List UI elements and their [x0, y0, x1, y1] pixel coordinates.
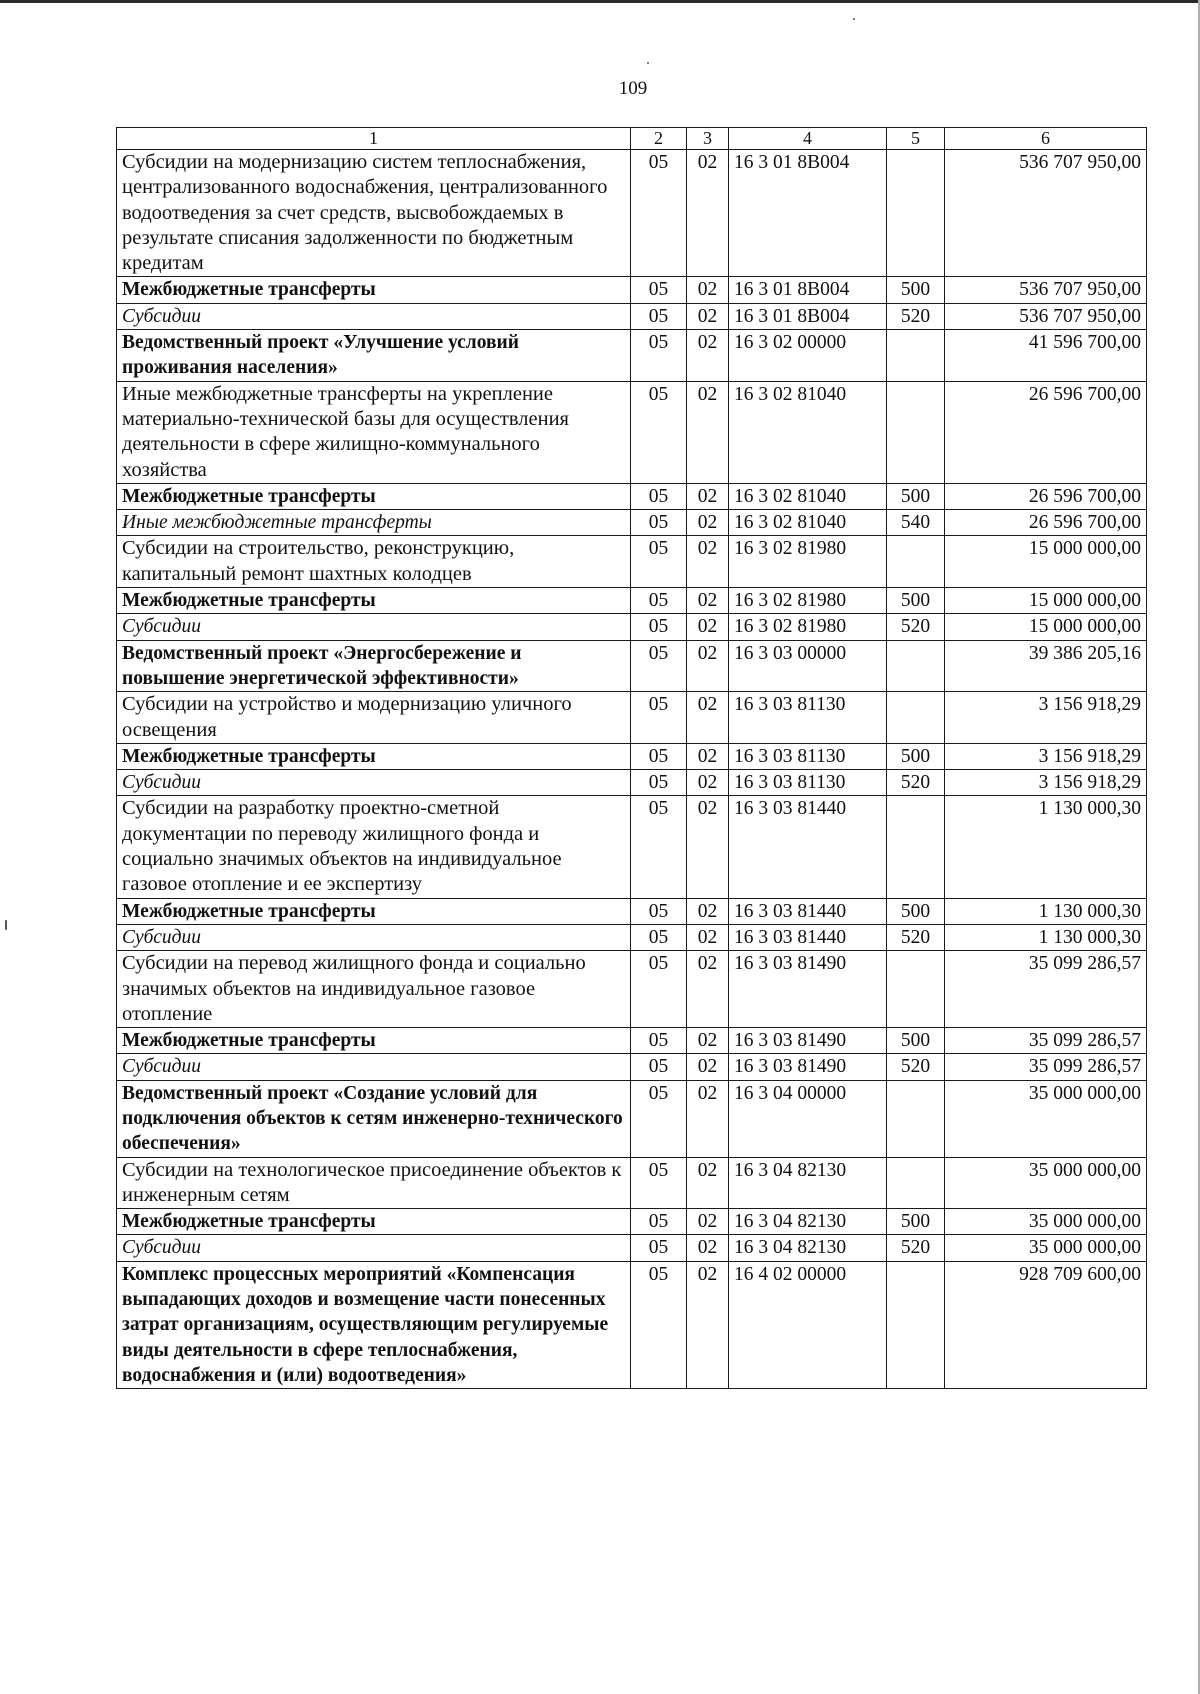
page-number: 109	[618, 78, 648, 99]
row-target-article-cell: 16 3 04 00000	[729, 1080, 887, 1157]
row-target-article-cell: 16 3 02 81040	[729, 510, 887, 536]
row-target-article-cell: 16 3 01 8B004	[729, 277, 887, 303]
row-target-article-cell: 16 3 03 81440	[729, 898, 887, 924]
table-row	[117, 1261, 1147, 1388]
row-name-cell: Ведомственный проект «Энергосбережение и повышение энергетической эффективности»	[117, 640, 631, 692]
row-expense-type-cell	[887, 640, 945, 692]
row-target-article-cell: 16 3 03 81130	[729, 743, 887, 769]
table-header-row	[117, 128, 1147, 150]
row-section-cell: 05	[631, 1080, 687, 1157]
scan-speck	[647, 62, 649, 64]
row-expense-type-cell: 520	[887, 1235, 945, 1261]
column-header: 2	[631, 128, 687, 150]
row-name-cell: Межбюджетные трансферты	[117, 1028, 631, 1054]
row-target-article-cell: 16 3 01 8B004	[729, 303, 887, 329]
row-amount-cell: 3 156 918,29	[945, 743, 1147, 769]
row-expense-type-cell	[887, 951, 945, 1028]
table-row	[117, 743, 1147, 769]
table-row	[117, 150, 1147, 277]
row-subsection-cell: 02	[687, 330, 729, 382]
row-name-cell: Межбюджетные трансферты	[117, 743, 631, 769]
row-target-article-cell: 16 3 03 81440	[729, 924, 887, 950]
row-subsection-cell: 02	[687, 1028, 729, 1054]
table-row	[117, 692, 1147, 744]
row-section-cell: 05	[631, 1209, 687, 1235]
row-amount-cell: 35 099 286,57	[945, 951, 1147, 1028]
row-section-cell: 05	[631, 743, 687, 769]
row-section-cell: 05	[631, 510, 687, 536]
row-section-cell: 05	[631, 1054, 687, 1080]
row-expense-type-cell: 500	[887, 1028, 945, 1054]
row-name-cell: Иные межбюджетные трансферты	[117, 510, 631, 536]
table-row	[117, 1054, 1147, 1080]
table-row	[117, 510, 1147, 536]
row-name-cell: Комплекс процессных мероприятий «Компенсация выпадающих доходов и возмещение части понесенных затрат организациям, осуществляющим регулируемые виды деятельности в сфере теплоснабжения, водоснабжения и (или) водоотведения»	[117, 1261, 631, 1388]
row-target-article-cell: 16 3 03 81490	[729, 1028, 887, 1054]
row-target-article-cell: 16 3 02 00000	[729, 330, 887, 382]
table-row	[117, 796, 1147, 898]
row-subsection-cell: 02	[687, 277, 729, 303]
scan-edge-top	[0, 0, 1200, 3]
row-subsection-cell: 02	[687, 743, 729, 769]
row-name-cell: Межбюджетные трансферты	[117, 277, 631, 303]
row-subsection-cell: 02	[687, 924, 729, 950]
row-amount-cell: 39 386 205,16	[945, 640, 1147, 692]
row-section-cell: 05	[631, 150, 687, 277]
row-name-cell: Субсидии на модернизацию систем теплоснабжения, централизованного водоснабжения, централизованного водоотведения за счет средств, высвобождаемых в результате списания задолженности по бюджетным кредитам	[117, 150, 631, 277]
row-section-cell: 05	[631, 303, 687, 329]
table-row	[117, 770, 1147, 796]
row-subsection-cell: 02	[687, 640, 729, 692]
row-subsection-cell: 02	[687, 588, 729, 614]
row-name-cell: Субсидии	[117, 770, 631, 796]
row-section-cell: 05	[631, 640, 687, 692]
table-row	[117, 381, 1147, 483]
row-amount-cell: 35 099 286,57	[945, 1028, 1147, 1054]
table-row	[117, 614, 1147, 640]
row-target-article-cell: 16 3 04 82130	[729, 1209, 887, 1235]
row-target-article-cell: 16 3 03 00000	[729, 640, 887, 692]
row-amount-cell: 1 130 000,30	[945, 924, 1147, 950]
row-amount-cell: 35 000 000,00	[945, 1209, 1147, 1235]
row-target-article-cell: 16 3 02 81980	[729, 614, 887, 640]
row-amount-cell: 41 596 700,00	[945, 330, 1147, 382]
row-amount-cell: 928 709 600,00	[945, 1261, 1147, 1388]
row-section-cell: 05	[631, 1261, 687, 1388]
row-amount-cell: 26 596 700,00	[945, 483, 1147, 509]
row-target-article-cell: 16 4 02 00000	[729, 1261, 887, 1388]
row-target-article-cell: 16 3 03 81490	[729, 1054, 887, 1080]
row-section-cell: 05	[631, 951, 687, 1028]
row-name-cell: Субсидии на строительство, реконструкцию, капитальный ремонт шахтных колодцев	[117, 536, 631, 588]
row-section-cell: 05	[631, 1028, 687, 1054]
scan-speck	[853, 18, 855, 20]
row-expense-type-cell	[887, 1080, 945, 1157]
row-target-article-cell: 16 3 03 81130	[729, 692, 887, 744]
row-expense-type-cell: 500	[887, 483, 945, 509]
row-amount-cell: 536 707 950,00	[945, 150, 1147, 277]
table-row	[117, 1028, 1147, 1054]
row-subsection-cell: 02	[687, 150, 729, 277]
row-amount-cell: 3 156 918,29	[945, 770, 1147, 796]
row-section-cell: 05	[631, 1235, 687, 1261]
row-section-cell: 05	[631, 796, 687, 898]
table-row	[117, 640, 1147, 692]
column-header: 4	[729, 128, 887, 150]
table-row	[117, 898, 1147, 924]
row-name-cell: Субсидии	[117, 1235, 631, 1261]
table-row	[117, 1235, 1147, 1261]
row-subsection-cell: 02	[687, 1235, 729, 1261]
row-amount-cell: 1 130 000,30	[945, 796, 1147, 898]
row-amount-cell: 35 000 000,00	[945, 1235, 1147, 1261]
row-target-article-cell: 16 3 01 8B004	[729, 150, 887, 277]
table-row	[117, 951, 1147, 1028]
row-expense-type-cell	[887, 381, 945, 483]
table-row	[117, 1157, 1147, 1209]
row-amount-cell: 3 156 918,29	[945, 692, 1147, 744]
row-name-cell: Ведомственный проект «Создание условий для подключения объектов к сетям инженерно-технического обеспечения»	[117, 1080, 631, 1157]
table-row	[117, 1080, 1147, 1157]
column-header: 3	[687, 128, 729, 150]
row-name-cell: Субсидии	[117, 303, 631, 329]
row-subsection-cell: 02	[687, 898, 729, 924]
row-name-cell: Субсидии на перевод жилищного фонда и социально значимых объектов на индивидуальное газовое отопление	[117, 951, 631, 1028]
row-expense-type-cell: 520	[887, 303, 945, 329]
row-amount-cell: 536 707 950,00	[945, 303, 1147, 329]
row-target-article-cell: 16 3 02 81980	[729, 588, 887, 614]
row-expense-type-cell	[887, 536, 945, 588]
table-row	[117, 924, 1147, 950]
row-name-cell: Субсидии	[117, 614, 631, 640]
row-section-cell: 05	[631, 381, 687, 483]
row-subsection-cell: 02	[687, 692, 729, 744]
row-section-cell: 05	[631, 483, 687, 509]
row-name-cell: Межбюджетные трансферты	[117, 1209, 631, 1235]
table-row	[117, 277, 1147, 303]
row-name-cell: Межбюджетные трансферты	[117, 483, 631, 509]
row-name-cell: Субсидии на технологическое присоединение объектов к инженерным сетям	[117, 1157, 631, 1209]
row-subsection-cell: 02	[687, 483, 729, 509]
table-row	[117, 303, 1147, 329]
table-body	[117, 150, 1147, 1389]
row-amount-cell: 35 000 000,00	[945, 1157, 1147, 1209]
row-section-cell: 05	[631, 536, 687, 588]
column-header: 1	[117, 128, 631, 150]
row-section-cell: 05	[631, 1157, 687, 1209]
row-target-article-cell: 16 3 04 82130	[729, 1157, 887, 1209]
row-subsection-cell: 02	[687, 1209, 729, 1235]
row-amount-cell: 26 596 700,00	[945, 381, 1147, 483]
row-section-cell: 05	[631, 924, 687, 950]
row-subsection-cell: 02	[687, 381, 729, 483]
row-target-article-cell: 16 3 03 81490	[729, 951, 887, 1028]
row-expense-type-cell	[887, 330, 945, 382]
row-section-cell: 05	[631, 330, 687, 382]
row-expense-type-cell	[887, 692, 945, 744]
row-expense-type-cell: 520	[887, 1054, 945, 1080]
scan-speck	[5, 920, 7, 930]
row-expense-type-cell: 520	[887, 924, 945, 950]
row-expense-type-cell: 500	[887, 588, 945, 614]
row-section-cell: 05	[631, 614, 687, 640]
row-amount-cell: 15 000 000,00	[945, 536, 1147, 588]
row-section-cell: 05	[631, 277, 687, 303]
row-target-article-cell: 16 3 03 81130	[729, 770, 887, 796]
row-amount-cell: 35 099 286,57	[945, 1054, 1147, 1080]
row-target-article-cell: 16 3 04 82130	[729, 1235, 887, 1261]
table-row	[117, 588, 1147, 614]
row-subsection-cell: 02	[687, 1080, 729, 1157]
row-subsection-cell: 02	[687, 1054, 729, 1080]
table-row	[117, 483, 1147, 509]
row-expense-type-cell: 520	[887, 770, 945, 796]
row-target-article-cell: 16 3 02 81040	[729, 483, 887, 509]
row-section-cell: 05	[631, 898, 687, 924]
row-subsection-cell: 02	[687, 796, 729, 898]
row-expense-type-cell: 500	[887, 898, 945, 924]
row-name-cell: Межбюджетные трансферты	[117, 588, 631, 614]
row-section-cell: 05	[631, 588, 687, 614]
row-expense-type-cell	[887, 796, 945, 898]
row-subsection-cell: 02	[687, 770, 729, 796]
row-expense-type-cell: 500	[887, 743, 945, 769]
row-subsection-cell: 02	[687, 510, 729, 536]
row-name-cell: Субсидии	[117, 1054, 631, 1080]
table-row	[117, 330, 1147, 382]
row-name-cell: Межбюджетные трансферты	[117, 898, 631, 924]
row-expense-type-cell	[887, 1157, 945, 1209]
row-section-cell: 05	[631, 692, 687, 744]
row-expense-type-cell: 500	[887, 277, 945, 303]
row-expense-type-cell	[887, 1261, 945, 1388]
row-target-article-cell: 16 3 02 81980	[729, 536, 887, 588]
row-subsection-cell: 02	[687, 1157, 729, 1209]
row-subsection-cell: 02	[687, 1261, 729, 1388]
row-name-cell: Субсидии на разработку проектно-сметной документации по переводу жилищного фонда и социально значимых объектов на индивидуальное газовое отопление и ее экспертизу	[117, 796, 631, 898]
column-header: 6	[945, 128, 1147, 150]
row-target-article-cell: 16 3 02 81040	[729, 381, 887, 483]
table-row	[117, 1209, 1147, 1235]
budget-table	[116, 127, 1147, 1389]
row-subsection-cell: 02	[687, 614, 729, 640]
row-amount-cell: 536 707 950,00	[945, 277, 1147, 303]
row-amount-cell: 1 130 000,30	[945, 898, 1147, 924]
row-amount-cell: 15 000 000,00	[945, 588, 1147, 614]
row-amount-cell: 15 000 000,00	[945, 614, 1147, 640]
row-expense-type-cell: 520	[887, 614, 945, 640]
table-row	[117, 536, 1147, 588]
row-subsection-cell: 02	[687, 951, 729, 1028]
row-expense-type-cell: 500	[887, 1209, 945, 1235]
row-subsection-cell: 02	[687, 536, 729, 588]
row-name-cell: Субсидии	[117, 924, 631, 950]
row-expense-type-cell	[887, 150, 945, 277]
column-header: 5	[887, 128, 945, 150]
row-name-cell: Иные межбюджетные трансферты на укрепление материально-технической базы для осуществления деятельности в сфере жилищно-коммунального хозяйства	[117, 381, 631, 483]
row-amount-cell: 26 596 700,00	[945, 510, 1147, 536]
row-section-cell: 05	[631, 770, 687, 796]
row-subsection-cell: 02	[687, 303, 729, 329]
row-target-article-cell: 16 3 03 81440	[729, 796, 887, 898]
row-expense-type-cell: 540	[887, 510, 945, 536]
row-name-cell: Субсидии на устройство и модернизацию уличного освещения	[117, 692, 631, 744]
row-amount-cell: 35 000 000,00	[945, 1080, 1147, 1157]
row-name-cell: Ведомственный проект «Улучшение условий проживания населения»	[117, 330, 631, 382]
